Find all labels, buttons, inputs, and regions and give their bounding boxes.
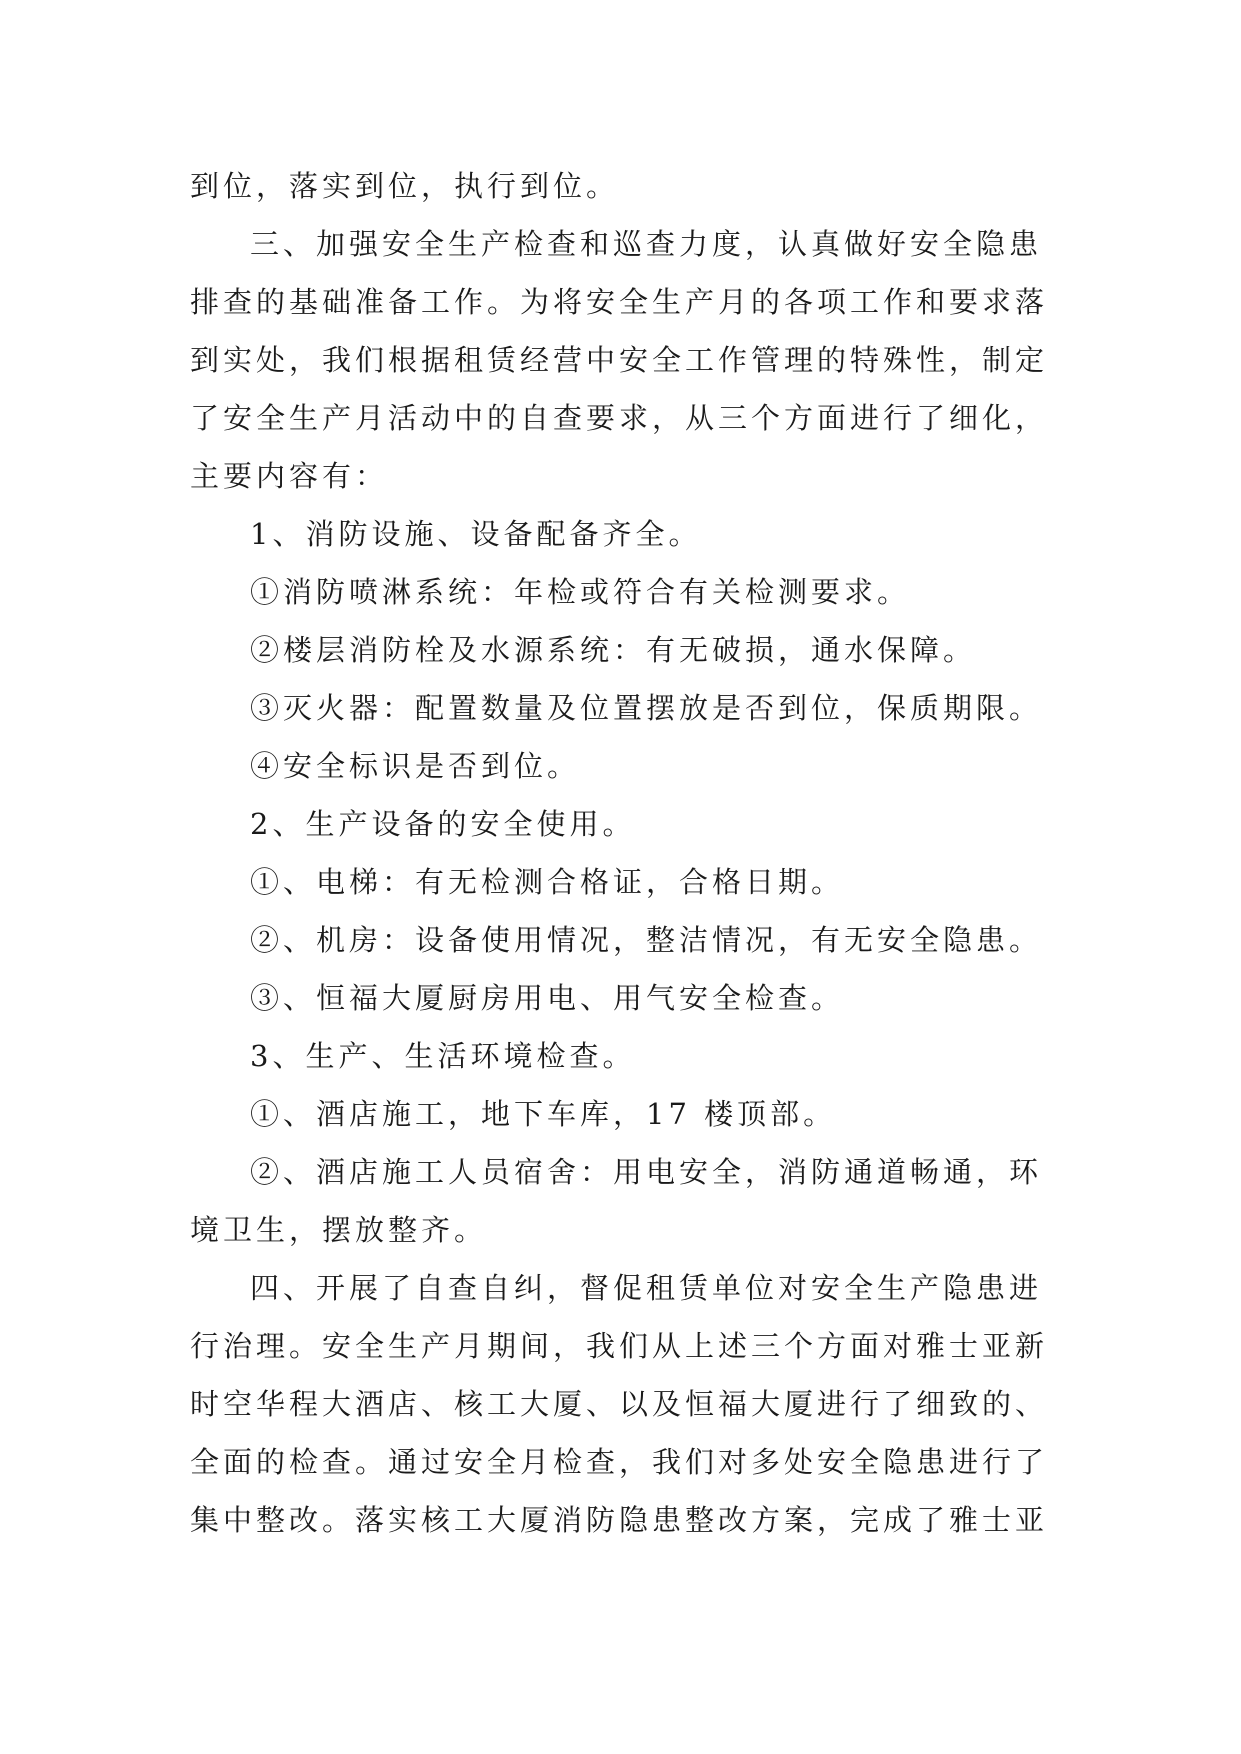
text-line: ④安全标识是否到位。 <box>250 749 581 783</box>
text-line: 到位，落实到位，执行到位。 <box>190 169 620 203</box>
text-line: 集中整改。落实核工大厦消防隐患整改方案，完成了雅士亚 <box>190 1503 1049 1537</box>
text-line: 3、生产、生活环境检查。 <box>250 1039 636 1073</box>
text-line: ①、酒店施工，地下车库，17 楼顶部。 <box>250 1097 837 1131</box>
text-line: 四、开展了自查自纠，督促租赁单位对安全生产隐患进 <box>250 1271 1043 1305</box>
text-line: 到实处，我们根据租赁经营中安全工作管理的特殊性，制定 <box>190 343 1049 377</box>
text-line: 时空华程大酒店、核工大厦、以及恒福大厦进行了细致的、 <box>190 1387 1049 1421</box>
body-text <box>190 157 1070 1549</box>
text-line: 境卫生，摆放整齐。 <box>190 1213 488 1247</box>
text-line: ③灭火器：配置数量及位置摆放是否到位，保质期限。 <box>250 691 1043 725</box>
text-line: 行治理。安全生产月期间，我们从上述三个方面对雅士亚新 <box>190 1329 1049 1363</box>
text-line: 全面的检查。通过安全月检查，我们对多处安全隐患进行了 <box>190 1445 1049 1479</box>
text-line: ②楼层消防栓及水源系统：有无破损，通水保障。 <box>250 633 977 667</box>
text-line: 排查的基础准备工作。为将安全生产月的各项工作和要求落 <box>190 285 1049 319</box>
text-line: 了安全生产月活动中的自查要求，从三个方面进行了细化， <box>190 401 1049 435</box>
text-line: 1、消防设施、设备配备齐全。 <box>250 517 702 551</box>
text-line: ③、恒福大厦厨房用电、用气安全检查。 <box>250 981 845 1015</box>
text-line: 2、生产设备的安全使用。 <box>250 807 636 841</box>
text-line: 三、加强安全生产检查和巡查力度，认真做好安全隐患 <box>250 227 1043 261</box>
text-line: ②、酒店施工人员宿舍：用电安全，消防通道畅通，环 <box>250 1155 1043 1189</box>
text-line: ①、电梯：有无检测合格证，合格日期。 <box>250 865 845 899</box>
text-line: ①消防喷淋系统：年检或符合有关检测要求。 <box>250 575 911 609</box>
text-line: ②、机房：设备使用情况，整洁情况，有无安全隐患。 <box>250 923 1043 957</box>
text-line: 主要内容有： <box>190 459 389 493</box>
